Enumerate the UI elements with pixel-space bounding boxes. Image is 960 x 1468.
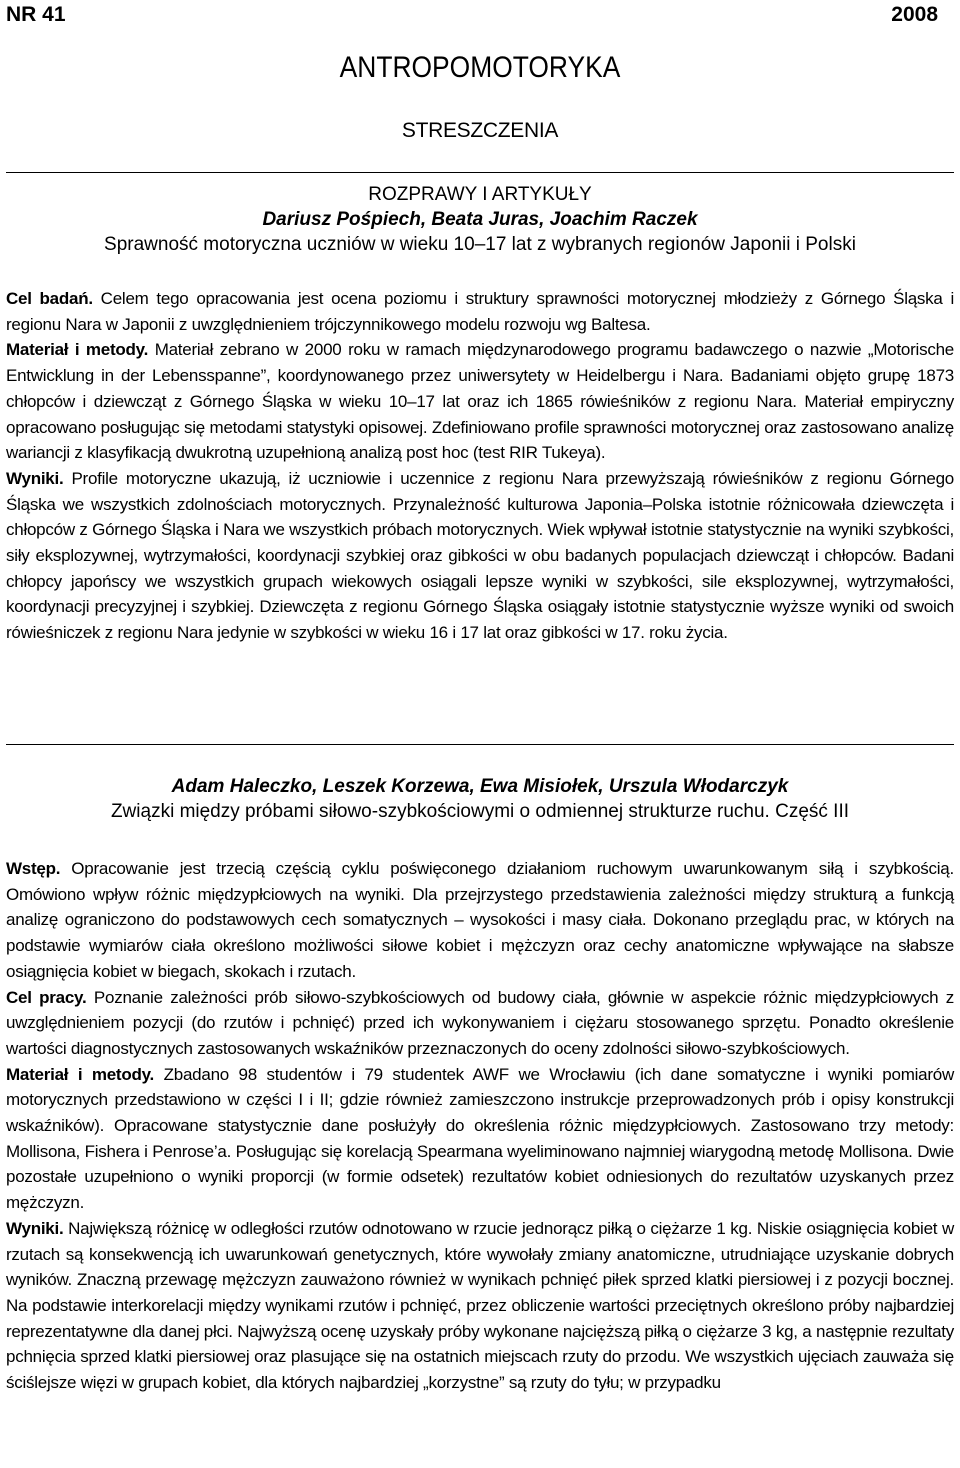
issue-year: 2008 (891, 3, 938, 26)
article2-authors: Adam Haleczko, Leszek Korzewa, Ewa Misiołek, Urszula Włodarczyk (171, 776, 789, 797)
article2-title: Związki między próbami siłowo-szybkościowymi o odmiennej strukturze ruchu. Część III (110, 801, 850, 822)
article1-paragraph-aim (6, 286, 954, 337)
paragraph-lead: Cel badań. (6, 289, 93, 308)
paragraph-text: Poznanie zależności prób siłowo-szybkościowych od budowy ciała, głównie w aspekcie różnic międzypłciowych z uwzględnieniem pozycji (do rzutów i pchnięć) przed ich wykonywaniem i ciężaru stosowanego sprzętu. Ponadto określenie wartości diagnostycznych zastosowanych wskaźników przeznaczonych do oceny zdolności siłowo-szybkościowych. (6, 987, 954, 1058)
journal-title: ANTROPOMOTORYKA (339, 51, 621, 84)
paragraph-text: Opracowanie jest trzecią częścią cyklu poświęconego działaniom ruchowym uwarunkowanym siłą i szybkością. Omówiono wpływ różnic międzypłciowych na wyniki. Dla przejrzystego przedstawienia zależności między strukturą a funkcją analizę ograniczono do podstawowych cech somatycznych – wysokości i masy ciała. Dokonano przeglądu prac, w których na podstawie wymiarów ciała określono możliwości siłowe kobiet i mężczyzn oraz cechy anatomiczne wpływające na słabsze osiągnięcia kobiet w biegach, skokach i rzutach. (6, 859, 954, 981)
article2-abstract (6, 856, 954, 1396)
article2-paragraph-results (6, 1216, 954, 1396)
paragraph-text: Profile motoryczne ukazują, iż uczniowie i uczennice z regionu Nara przewyższają rówieśników z regionu Górnego Śląska we wszystkich zdolnościach motorycznych. Przynależność kulturowa Japonia–Polska istotnie różnicowała dziewczęta i chłopców z Górnego Śląska i Nara we wszystkich próbach motorycznych. Wiek wpływał istotnie statystycznie na wyniki szybkości, siły eksplozywnej, wytrzymałości, koordynacji szybkiej oraz gibkości w obu badanych populacjach dziewcząt i chłopców. Badani chłopcy japońscy we wszystkich grupach wiekowych osiągali lepsze wyniki w szybkości, sile eksplozywnej, wytrzymałości, koordynacji precyzyjnej i szybkiej. Dziewczęta z regionu Górnego Śląska osiągały istotnie statystycznie wyższe wyniki od swoich rówieśniczek z regionu Nara jedynie w szybkości w wieku 16 i 17 lat oraz gibkości w 17. roku życia. (6, 468, 954, 643)
article1-category: ROZPRAWY I ARTYKUŁY (368, 184, 592, 205)
issue-number: NR 41 (6, 3, 66, 26)
paragraph-lead: Materiał i metody. (6, 340, 149, 360)
paragraph-lead: Wyniki. (6, 1218, 64, 1238)
article1-paragraph-results (6, 466, 954, 646)
article2-paragraph-aim (6, 985, 954, 1062)
paragraph-text: Największą różnicę w odległości rzutów odnotowano w rzucie jednorącz piłką o ciężarze 1 kg. Niskie osiągnięcia kobiet w rzutach są konsekwencją ich uwarunkowań genetycznych, które wywołały zmiany anatomiczne, utrudniające uzyskanie dobrych wyników. Znaczną przewagę mężczyzn zauważono również w wynikach pchnięć piłek sprzed klatki piersiowej i z pozycji bocznej. Na podstawie interkorelacji między wynikami rzutów i pchnięć, przez obliczenie wartości przeciętnych określono próby najbardziej reprezentatywne dla danej płci. Najwyższą ocenę uzyskały próby wykonane najcięższą piłką o ciężarze 3 kg, a następnie rezultaty pchnięcia sprzed klatki piersiowej oraz plasujące się na ostatnich miejscach rzuty do przodu. We wszystkich ujęciach zauważa się ściślejsze więzi w grupach kobiet, dla których najbardziej „korzystne” są rzuty do tyłu; w przypadku (6, 1218, 954, 1393)
divider-top (6, 172, 954, 173)
paragraph-lead: Wstęp. (6, 859, 61, 878)
paragraph-text: Celem tego opracowania jest ocena poziomu i struktury sprawności motorycznej młodzieży z Górnego Śląska i regionu Nara w Japonii z uwzględnieniem trójczynnikowego modelu rozwoju wg Baltesa. (6, 289, 955, 334)
divider-articles (6, 744, 954, 745)
page-header (0, 0, 960, 30)
paragraph-text: Zbadano 98 studentów i 79 studentek AWF we Wrocławiu (ich dane somatyczne i wyniki pomiarów motorycznych przedstawiono w części I i II; gdzie również zamieszczono instrukcje przeprowadzonych prób i opisy konstrukcji wskaźników). Opracowane statystycznie dane posłużyły do określenia różnic międzypłciowych. Zastosowano trzy metody: Mollisona, Fishera i Penrose’a. Posługując się korelacją Spearmana wyeliminowano najmniej wiarygodną metodę Mollisona. Dwie pozostałe uzupełniono o wyniki proporcji (w formie odsetek) rezultatów kobiet odniesionych do rezultatów uzyskanych przez mężczyzn. (6, 1064, 955, 1213)
article1-authors: Dariusz Pośpiech, Beata Juras, Joachim Raczek (262, 209, 698, 230)
article2-paragraph-intro (6, 856, 954, 985)
paragraph-text: Materiał zebrano w 2000 roku w ramach międzynarodowego programu badawczego o nazwie „Motorische Entwicklung in der Lebensspanne”, koordynowanego przez uniwersytety w Heidelbergu i Nara. Badaniami objęto grupę 1873 chłopców i dziewcząt z Górnego Śląska w wieku 10–17 lat oraz ich 1865 rówieśników z regionu Nara. Materiał empiryczny opracowano posługując się metodami statystyki opisowej. Zdefiniowano profile sprawności motorycznej oraz zastosowano analizę wariancji z klasyfikacją dwukrotną uzupełnioną analizą post hoc (test RIR Tukeya). (6, 340, 954, 463)
paragraph-lead: Cel pracy. (6, 987, 87, 1007)
article2-paragraph-methods (6, 1062, 954, 1216)
article1-abstract (6, 286, 954, 646)
paragraph-lead: Materiał i metody. (6, 1064, 155, 1084)
paragraph-lead: Wyniki. (6, 468, 64, 488)
article1-paragraph-methods (6, 337, 954, 466)
section-title: STRESZCZENIA (401, 119, 559, 142)
article1-heading (6, 182, 954, 257)
article2-heading (6, 774, 954, 824)
article1-title: Sprawność motoryczna uczniów w wieku 10–17 lat z wybranych regionów Japonii i Polski (104, 234, 856, 255)
